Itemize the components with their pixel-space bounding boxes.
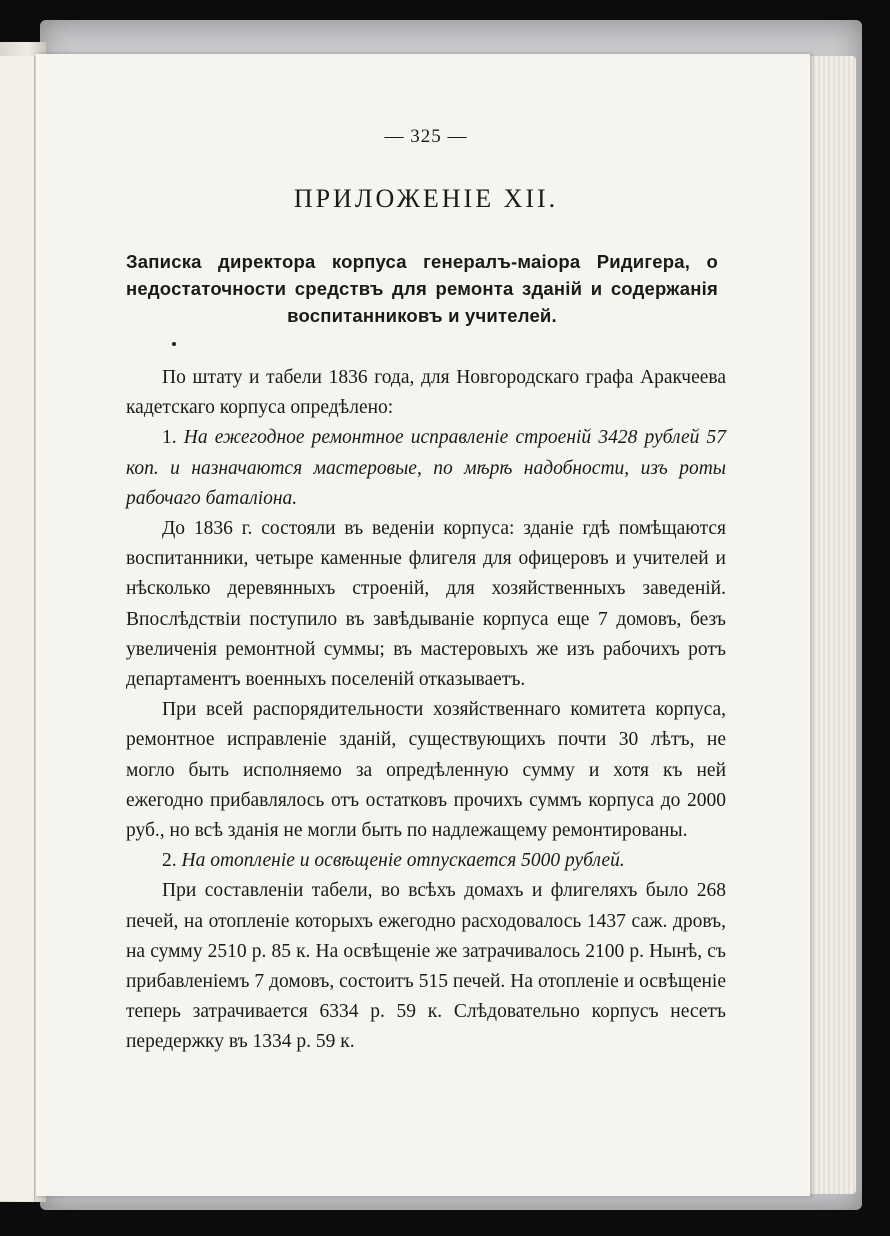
intro-paragraph: По штату и табели 1836 года, для Новгородскаго графа Аракчеева кадетскаго корпуса опредѣлено: [126, 367, 726, 419]
note-title: Записка директора корпуса генералъ-маіора Ридигера, о недостаточности средствъ для ремонта зданій и содержанія воспитанниковъ и учителей. [126, 251, 718, 326]
left-page-edge [0, 56, 35, 1201]
page-number: — 325 — [384, 126, 468, 147]
item-2-text: На отопленіе и освѣщеніе отпускается 5000 рублей. [181, 850, 625, 872]
item-1-number: 1. [162, 427, 177, 449]
appendix-title: ПРИЛОЖЕНІЕ XII. [293, 184, 559, 213]
ink-speck [172, 342, 176, 346]
item-2-number: 2. [162, 850, 177, 872]
item-1-text: На ежегодное ремонтное исправленіе строеній 3428 рублей 57 коп. и назначаются мастеровые, по мѣрѣ надобности, изъ роты рабочаго баталіона. [126, 427, 726, 509]
item-2 [126, 846, 726, 876]
paragraph-repairs: При всей распорядительности хозяйственнаго комитета корпуса, ремонтное исправленіе зданій, существующихъ почти 30 лѣтъ, не могло быть исполняемо за опредѣленную сумму и хотя къ ней ежегодно прибавлялось отъ остатковъ прочихъ суммъ корпуса до 2000 руб., но всѣ зданія не могли быть по надлежащему ремонтированы. [126, 699, 726, 842]
body-text [126, 363, 726, 1058]
book-page [36, 54, 810, 1196]
paragraph-heating: При составленіи табели, во всѣхъ домахъ и флигеляхъ было 268 печей, на отопленіе которыхъ ежегодно расходовалось 1437 саж. дровъ, на сумму 2510 р. 85 к. На освѣщеніе же затрачивалось 2100 р. Нынѣ, съ прибавленіемъ 7 домовъ, состоитъ 515 печей. На отопленіе и освѣщеніе теперь затрачивается 6334 р. 59 к. Слѣдовательно корпусъ несетъ передержку въ 1334 р. 59 к. [126, 880, 726, 1053]
paragraph-buildings: До 1836 г. состояли въ веденіи корпуса: зданіе гдѣ помѣщаются воспитанники, четыре каменные флигеля для офицеровъ и учителей и нѣсколько деревянныхъ строеній, для хозяйственныхъ заведеній. Впослѣдствіи поступило въ завѣдываніе корпуса еще 7 домовъ, безъ увеличенія ремонтной суммы; въ мастеровыхъ же изъ рабочихъ ротъ департаментъ военныхъ поселеній отказываетъ. [126, 518, 726, 691]
item-1 [126, 423, 726, 514]
page-content [126, 126, 726, 1058]
